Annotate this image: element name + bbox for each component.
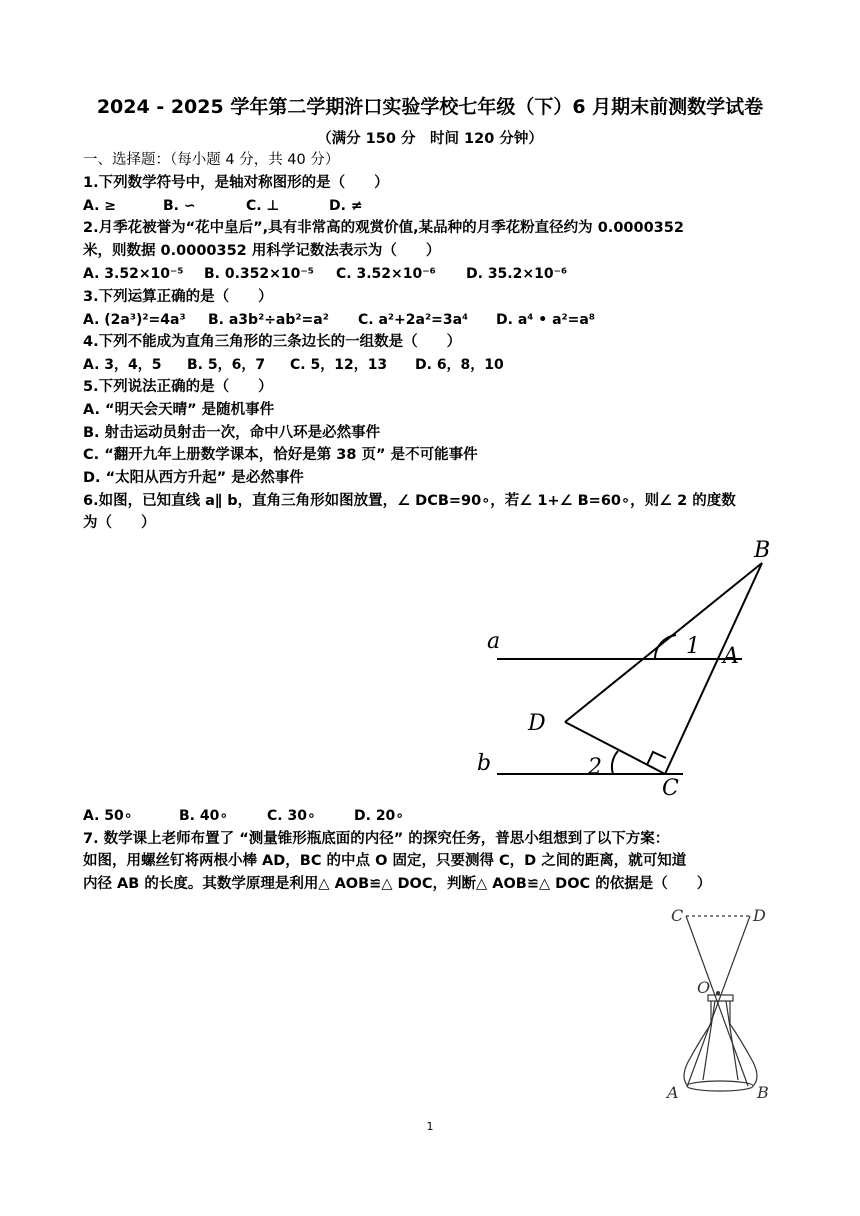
question-5-stem: 5.下列说法正确的是（ ） — [83, 379, 273, 395]
label-d: D — [528, 711, 546, 736]
question-2-stem-line2: 米，则数据 0.0000352 用科学记数法表示为（ ） — [83, 243, 441, 259]
question-7-stem-line1: 7. 数学课上老师布置了 “测量锥形瓶底面的内径” 的探究任务，普思小组想到了以下方案： — [83, 831, 670, 847]
label-c: C — [662, 776, 679, 801]
question-5-option-c: C. “翻开九年上册数学课本，恰好是第 38 页” 是不可能事件 — [83, 447, 478, 463]
label-b: B — [757, 1083, 769, 1102]
question-6-stem-line2: 为（ ） — [83, 515, 156, 531]
option-c: C. ⊥ — [246, 198, 280, 214]
option-c: C. a²+2a²=3a⁴ — [358, 312, 469, 328]
question-7-stem-line3: 内径 AB 的长度。其数学原理是利用△ AOB≌△ DOC，判断△ AOB≌△ DOC 的依据是（ ） — [83, 876, 712, 892]
question-6-stem-line1: 6.如图，已知直线 a∥ b，直角三角形如图放置，∠ DCB=90∘，若∠ 1+∠ B=60∘，则∠ 2 的度数 — [83, 493, 736, 509]
question-2-stem-line1: 2.月季花被誉为“花中皇后”,具有非常高的观赏价值,某品种的月季花粉直径约为 0.0000352 — [83, 220, 684, 236]
question-7-stem-line2: 如图，用螺丝钉将两根小棒 AD，BC 的中点 O 固定，只要测得 C，D 之间的距离，就可知道 — [83, 853, 687, 869]
option-a: A. 3，4，5 — [83, 357, 162, 373]
label-a-point: A — [723, 644, 739, 669]
option-b: B. 40∘ — [179, 808, 229, 824]
option-c: C. 30∘ — [267, 808, 316, 824]
question-5-option-d: D. “太阳从西方升起” 是必然事件 — [83, 470, 304, 486]
page-number: 1 — [426, 1120, 434, 1133]
option-c: C. 5，12，13 — [290, 357, 388, 373]
option-d: D. 6，8，10 — [415, 357, 504, 373]
label-b: B — [754, 538, 771, 563]
option-d: D. ≠ — [329, 198, 363, 214]
flask-inner-right — [726, 1001, 738, 1080]
option-d: D. 35.2×10⁻⁶ — [466, 266, 568, 282]
question-5-option-b: B. 射击运动员射击一次，命中八环是必然事件 — [83, 425, 381, 441]
option-b: B. 5，6，7 — [187, 357, 266, 373]
option-a: A. ≥ — [83, 198, 117, 214]
question-3-stem: 3.下列运算正确的是（ ） — [83, 289, 273, 305]
option-a: A. (2a³)²=4a³ — [83, 312, 186, 328]
question-4-stem: 4.下列不能成为直角三角形的三条边长的一组数是（ ） — [83, 334, 462, 350]
label-b-line: b — [477, 751, 492, 776]
option-d: D. a⁴ • a²=a⁸ — [496, 312, 595, 328]
label-o: O — [697, 978, 711, 997]
option-a: A. 50∘ — [83, 808, 133, 824]
pivot-o — [716, 991, 720, 995]
option-b: B. a3b²÷ab²=a² — [208, 312, 329, 328]
question-1-stem: 1.下列数学符号中，是轴对称图形的是（ ） — [83, 175, 389, 191]
option-c: C. 3.52×10⁻⁶ — [336, 266, 436, 282]
flask-inner-left — [703, 1001, 715, 1080]
question-5-option-a: A. “明天会天晴” 是随机事件 — [83, 402, 275, 418]
label-d: D — [753, 906, 766, 925]
section-heading: 一、选择题：（每小题 4 分，共 40 分） — [83, 152, 340, 168]
label-angle-1: 1 — [686, 634, 700, 659]
exam-title: 2024 - 2025 学年第二学期浒口实验学校七年级（下）6 月期末前测数学试卷 — [96, 96, 764, 118]
label-a: A — [667, 1083, 679, 1102]
label-angle-2: 2 — [588, 755, 602, 780]
option-b: B. 0.352×10⁻⁵ — [204, 266, 314, 282]
label-a-line: a — [487, 629, 501, 654]
exam-subtitle: （满分 150 分 时间 120 分钟） — [317, 131, 543, 147]
option-b: B. ∽ — [163, 198, 196, 214]
option-d: D. 20∘ — [354, 808, 405, 824]
option-a: A. 3.52×10⁻⁵ — [83, 266, 184, 282]
label-c: C — [671, 906, 684, 925]
flask-base — [687, 1081, 753, 1091]
